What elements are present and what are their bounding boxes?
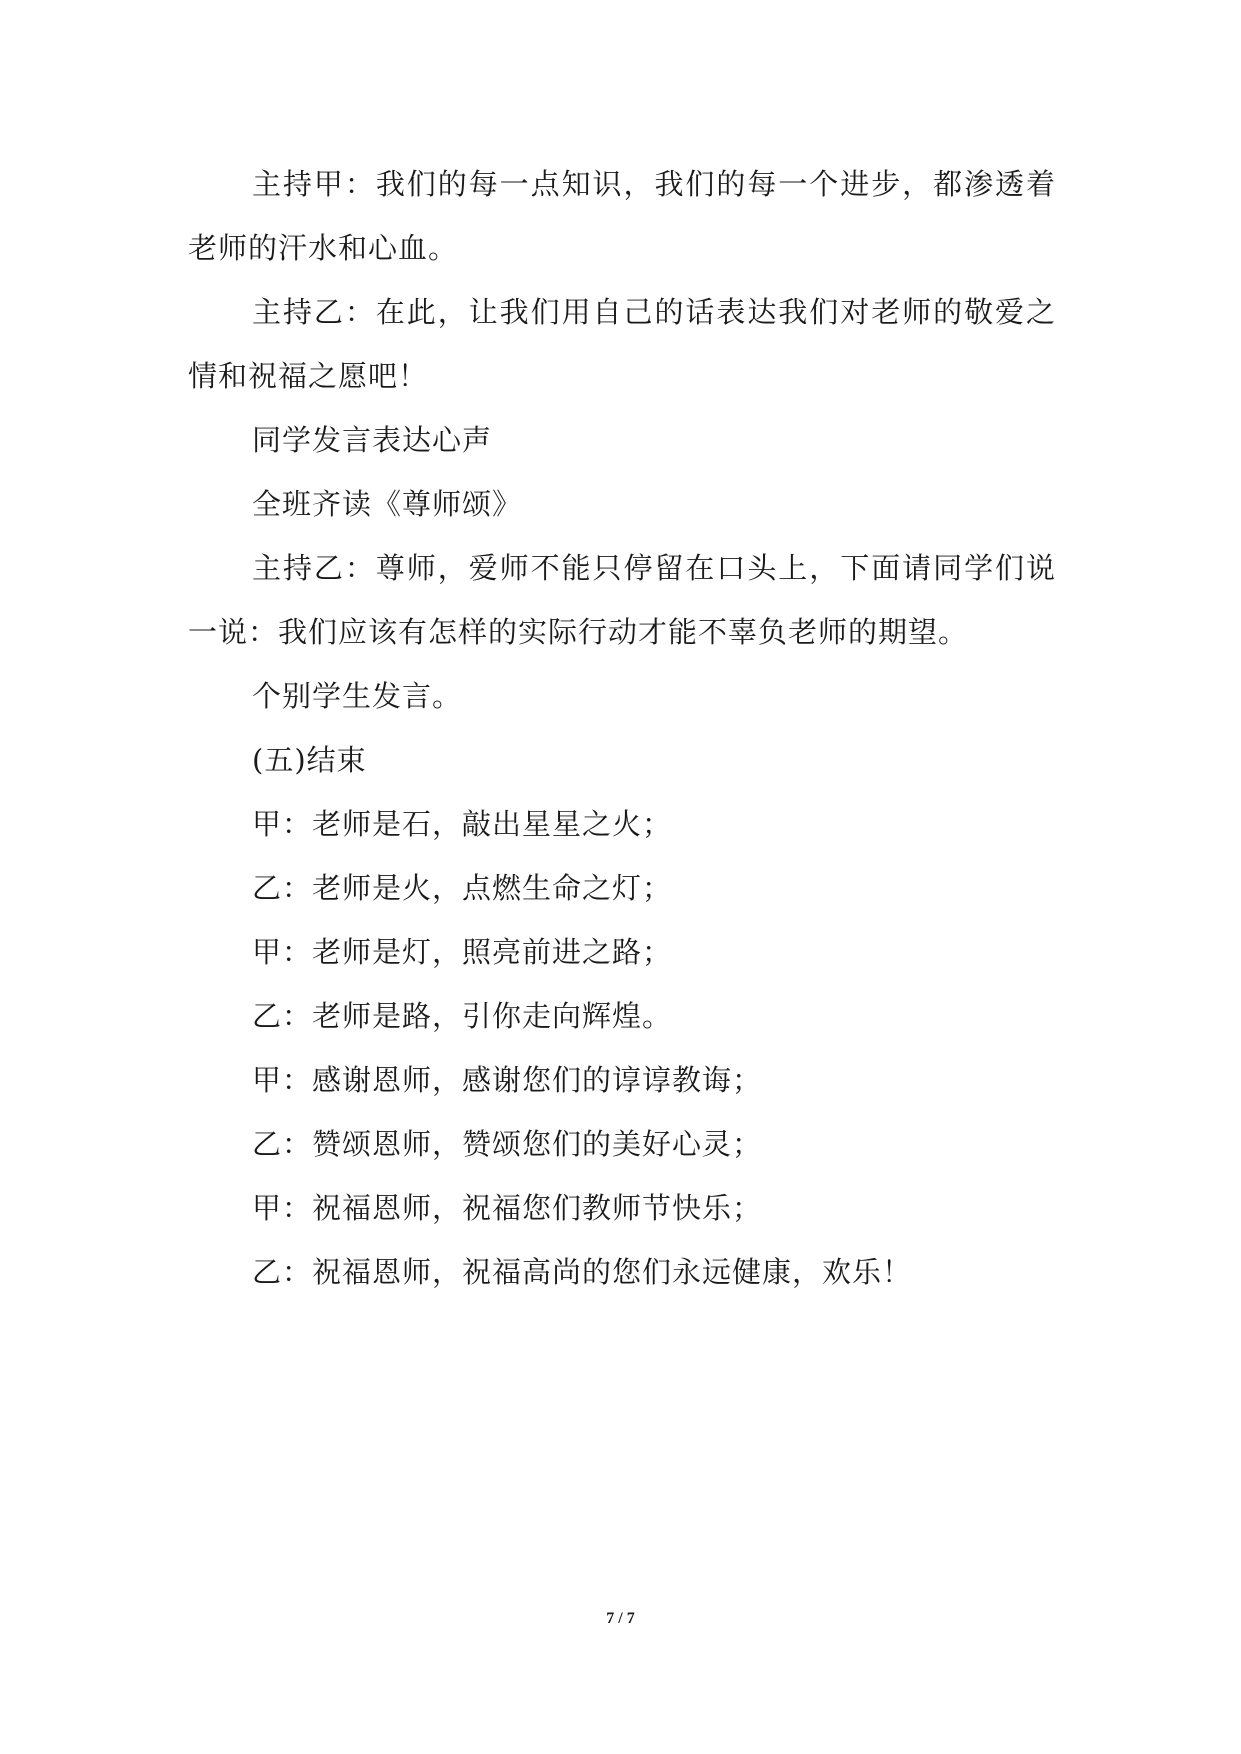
- paragraph-line-bless-health: 乙：祝福恩师，祝福高尚的您们永远健康，欢乐！: [252, 1255, 913, 1289]
- paragraph-student-speech: 同学发言表达心声: [252, 423, 493, 457]
- paragraph-line-thanks: 甲：感谢恩师，感谢您们的谆谆教诲；: [252, 1063, 763, 1097]
- paragraph-individual-speech: 个别学生发言。: [252, 679, 463, 713]
- paragraph-line-lamp: 甲：老师是灯，照亮前进之路；: [252, 935, 673, 969]
- paragraph-host-b-action: 主持乙：尊师，爱师不能只停留在口头上，下面请同学们说一说：我们应该有怎样的实际行动才能不辜负老师的期望。: [188, 551, 1056, 649]
- paragraph-line-praise: 乙：赞颂恩师，赞颂您们的美好心灵；: [252, 1127, 763, 1161]
- paragraph-line-bless-holiday: 甲：祝福恩师，祝福您们教师节快乐；: [252, 1191, 763, 1225]
- section-heading-ending: (五)结束: [252, 743, 367, 777]
- paragraph-line-stone: 甲：老师是石，敲出星星之火；: [252, 807, 673, 841]
- document-body: [188, 152, 1056, 1304]
- paragraph-line-fire: 乙：老师是火，点燃生命之灯；: [252, 871, 673, 905]
- paragraph-host-b-express: 主持乙：在此，让我们用自己的话表达我们对老师的敬爱之情和祝福之愿吧！: [188, 295, 1056, 393]
- paragraph-class-reading: 全班齐读《尊师颂》: [252, 487, 523, 521]
- page-number: 7 / 7: [606, 1610, 635, 1627]
- paragraph-line-road: 乙：老师是路，引你走向辉煌。: [252, 999, 673, 1033]
- paragraph-host-a-knowledge: 主持甲：我们的每一点知识，我们的每一个进步，都渗透着老师的汗水和心血。: [188, 167, 1056, 265]
